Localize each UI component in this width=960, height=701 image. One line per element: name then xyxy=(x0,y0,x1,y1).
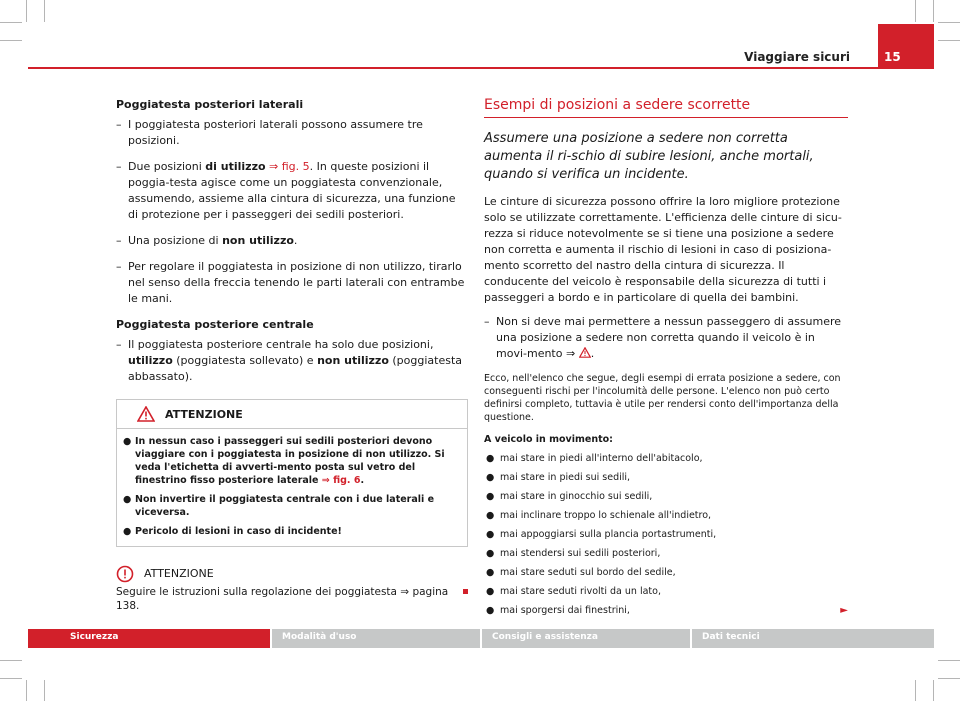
end-marker-icon xyxy=(463,589,468,594)
crop-mark xyxy=(933,0,934,22)
warning-box xyxy=(116,399,468,547)
caution-circle-icon xyxy=(116,565,134,583)
warning-triangle-icon xyxy=(579,347,591,358)
subheading: A veicolo in movimento: xyxy=(484,434,613,445)
crop-mark xyxy=(915,0,916,22)
footer-tab-modalita[interactable]: Modalità d'uso xyxy=(272,629,480,648)
list-item: – Il poggiatesta posteriore centrale ha solo due posizioni, utilizzo (poggiatesta sollevato) e non utilizzo (poggiatesta abbassato). xyxy=(116,338,463,383)
footer-tab-consigli[interactable]: Consigli e assistenza xyxy=(482,629,690,648)
list-item: – Non si deve mai permettere a nessun passeggero di assumere una posizione a sedere non corretta quando il veicolo è in movi-mento ⇒ . xyxy=(484,315,842,360)
crop-mark xyxy=(915,680,916,701)
crop-mark xyxy=(0,22,22,23)
crop-mark xyxy=(44,0,45,22)
section-heading: Poggiatesta posteriori laterali xyxy=(116,98,304,111)
crop-mark xyxy=(26,680,27,701)
list-item: ● mai stare in ginocchio sui sedili, xyxy=(486,491,653,502)
intro-text: Assumere una posizione a sedere non corretta aumenta il ri-schio di subire lesioni, anche mortali, quando si verifica un incidente. xyxy=(484,131,814,182)
list-item: – I poggiatesta posteriori laterali possono assumere tre posizioni. xyxy=(116,118,423,147)
list-item: ● mai inclinare troppo lo schienale all'indietro, xyxy=(486,510,712,521)
list-item: – Per regolare il poggiatesta in posizione di non utilizzo, tirarlo nel senso della freccia tenendo le parti laterali con entrambe le mani. xyxy=(116,260,465,305)
list-item: ● mai stare in piedi sui sedili, xyxy=(486,472,631,483)
warning-bullet: ● Pericolo di lesioni in caso di incidente! xyxy=(123,526,342,537)
right-column xyxy=(484,97,848,623)
list-item: ● mai appoggiarsi sulla plancia portastrumenti, xyxy=(486,529,717,540)
list-item: ● mai stendersi sui sedili posteriori, xyxy=(486,548,661,559)
crop-mark xyxy=(938,40,960,41)
crop-mark xyxy=(938,678,960,679)
warning-triangle-icon xyxy=(137,406,155,422)
list-item: ● mai stare seduti sul bordo del sedile, xyxy=(486,567,676,578)
note-title: ATTENZIONE xyxy=(144,567,214,580)
page-number-box xyxy=(878,24,934,68)
note-text: Seguire le istruzioni sulla regolazione dei poggiatesta ⇒ pagina 138. xyxy=(116,585,468,613)
crop-mark xyxy=(938,660,960,661)
crop-mark xyxy=(0,40,22,41)
crop-mark xyxy=(0,678,22,679)
section-title: Esempi di posizioni a sedere scorrette xyxy=(484,97,848,118)
warning-title: ATTENZIONE xyxy=(165,407,243,421)
warning-bullet: ● In nessun caso i passeggeri sui sedili posteriori devono viaggiare con i poggiatesta in posizione di non utilizzo. Si veda l'etichetta di avverti-mento posta sul vetro del finestrino fisso posteriore laterale ⇒ fig. 6. xyxy=(123,436,445,486)
footer-tab-sicurezza[interactable]: Sicurezza xyxy=(28,629,270,648)
paragraph: Ecco, nell'elenco che segue, degli esempi di errata posizione a sedere, con conseguenti rischi per l'incolumità delle persone. L'elenco non può certo definirsi completo, tuttavia è utile per rendersi conto dell'importanza della questione. xyxy=(484,373,841,423)
crop-mark xyxy=(933,680,934,701)
section-heading: Poggiatesta posteriore centrale xyxy=(116,318,314,331)
crop-mark xyxy=(26,0,27,22)
list-item: ● mai stare seduti rivolti da un lato, xyxy=(486,586,661,597)
list-item: ● mai sporgersi dai finestrini, ► xyxy=(486,605,848,616)
continue-arrow-icon: ► xyxy=(840,605,848,616)
warning-bullet: ● Non invertire il poggiatesta centrale con i due laterali e viceversa. xyxy=(123,494,435,518)
list-item: – Una posizione di non utilizzo. xyxy=(116,234,298,247)
figure-link[interactable]: ⇒ fig. 5 xyxy=(265,160,310,173)
crop-mark xyxy=(938,22,960,23)
header-rule xyxy=(28,67,934,69)
list-item: – Due posizioni di utilizzo ⇒ fig. 5. In queste posizioni il poggia-testa agisce come un poggiatesta convenzionale, assumendo, assieme alla cintura di sicurezza, una funzione di protezione per i passeggeri dei sedili posteriori. xyxy=(116,160,456,221)
list-item: ● mai stare in piedi all'interno dell'abitacolo, xyxy=(486,453,703,464)
footer-tab-dati[interactable]: Dati tecnici xyxy=(692,629,934,648)
page-number: 15 xyxy=(884,50,901,64)
figure-link[interactable]: ⇒ fig. 6 xyxy=(321,475,361,486)
crop-mark xyxy=(44,680,45,701)
left-column xyxy=(116,97,468,613)
paragraph: Le cinture di sicurezza possono offrire la loro migliore protezione solo se utilizzate correttamente. L'efficienza delle cinture di sicu-rezza si riduce notevolmente se si tiene una posizione a sedere non corretta e aumenta il rischio di lesioni in caso di posiziona-mento scorretto del nastro della cintura di sicurezza. Il conducente del veicolo è responsabile della sicurezza di tutti i passeggeri a bordo e in particolare di quella dei bambini. xyxy=(484,195,842,304)
page-header-title: Viaggiare sicuri xyxy=(744,50,850,64)
note-heading xyxy=(116,565,468,583)
crop-mark xyxy=(0,660,22,661)
